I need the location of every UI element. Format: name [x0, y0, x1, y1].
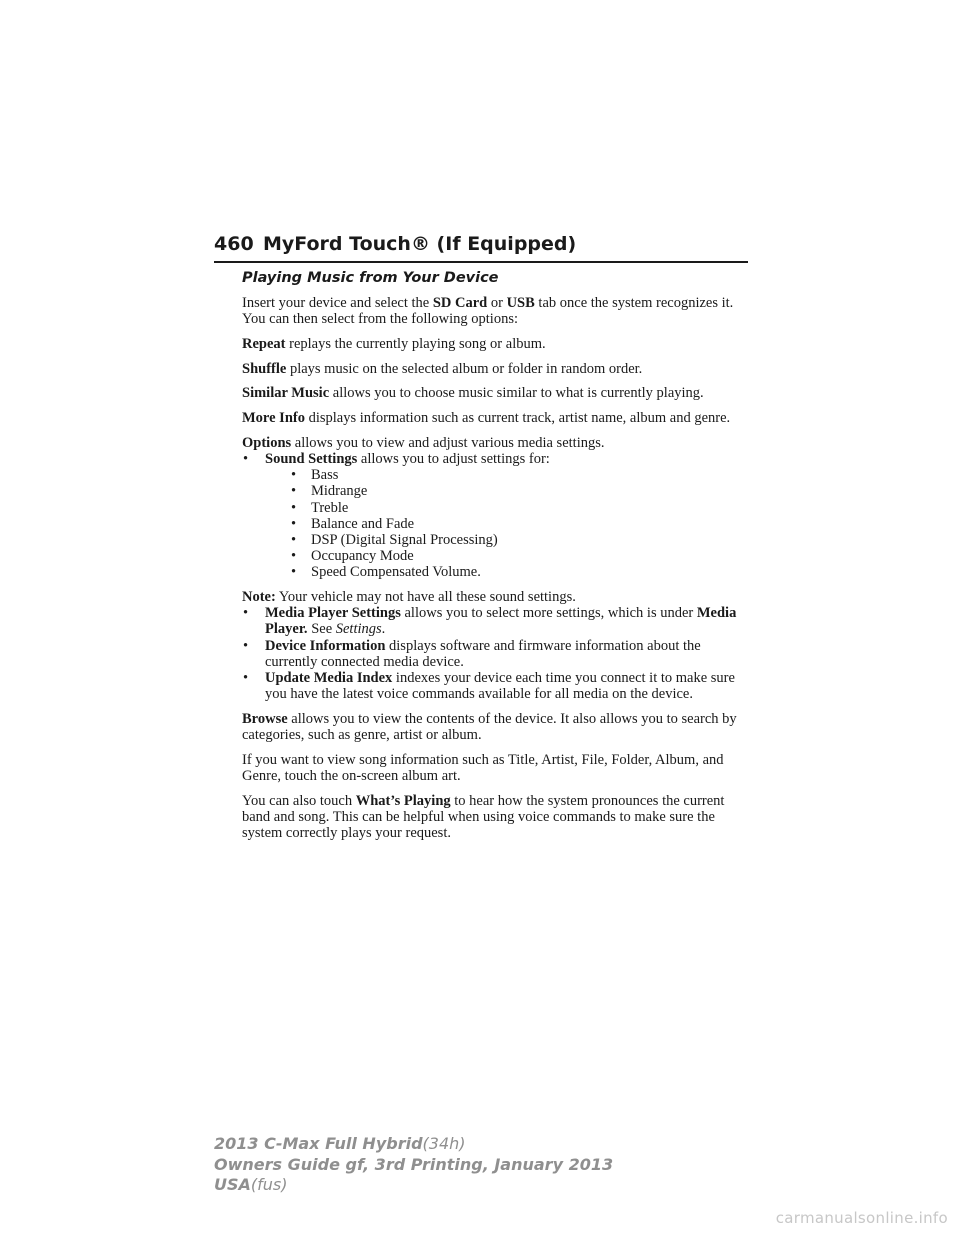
bullet: •	[291, 499, 297, 516]
sd-card-tab-label: SD Card	[432, 295, 488, 311]
list-item-text: Bass	[311, 467, 339, 484]
media-player-settings-text-1: allows you to select more settings, which is under	[404, 605, 697, 622]
intro-text-2: or	[487, 295, 507, 311]
list-item	[265, 500, 742, 516]
media-player-settings-text-2: See	[307, 621, 336, 638]
options-block	[242, 435, 742, 581]
bullet: •	[291, 483, 297, 500]
media-player-ref: Media Player.	[265, 605, 737, 638]
sound-settings-desc: allows you to adjust settings for:	[360, 450, 550, 467]
device-information-term: Device Information	[265, 637, 386, 654]
option-term: Options	[242, 434, 292, 451]
browse-term: Browse	[242, 710, 288, 727]
update-media-index-desc: indexes your device each time you connect it to make sure you have the latest voice commands available for all media on the device.	[265, 670, 735, 703]
song-info-paragraph: If you want to view song information such as Title, Artist, File, Folder, Album, and Genre, touch the on-screen album art.	[242, 751, 724, 785]
sound-settings-list	[265, 467, 742, 580]
whats-playing-text-1: You can also touch	[242, 792, 356, 809]
bullet: •	[291, 467, 297, 484]
intro-text-3: tab once the system recognizes it. You can then select from the following options:	[242, 295, 734, 328]
list-item-text: Speed Compensated Volume.	[311, 564, 481, 581]
list-item-device-information	[242, 638, 742, 670]
option-more-info	[242, 410, 742, 426]
list-item-text: Midrange	[311, 483, 368, 500]
device-information-desc: displays software and firmware information about the currently connected media device.	[265, 637, 701, 670]
option-options	[242, 435, 742, 451]
bullet: •	[243, 637, 249, 654]
sound-settings-term: Sound Settings	[265, 450, 358, 467]
note-text: Your vehicle may not have all these sound settings.	[275, 589, 576, 606]
list-item	[265, 548, 742, 564]
list-item	[265, 516, 742, 532]
option-desc: plays music on the selected album or folder in random order.	[289, 360, 643, 377]
page-number: 460	[214, 233, 254, 255]
option-similar-music	[242, 385, 742, 401]
option-term: Similar Music	[242, 385, 330, 402]
bullet: •	[291, 548, 297, 565]
note-paragraph	[242, 589, 742, 605]
list-item-update-media-index	[242, 670, 742, 702]
footer-line-1	[214, 1134, 613, 1155]
list-item-text: DSP (Digital Signal Processing)	[311, 531, 498, 548]
media-player-settings-term: Media Player Settings	[265, 605, 401, 622]
list-item-text: Treble	[311, 499, 349, 516]
options-list	[242, 451, 742, 581]
browse-paragraph	[242, 711, 742, 743]
option-desc: displays information such as current track, artist name, album and genre.	[308, 410, 731, 427]
list-item	[265, 564, 742, 580]
media-player-settings-text-3: .	[381, 621, 386, 638]
option-repeat	[242, 336, 742, 352]
option-shuffle	[242, 361, 742, 377]
list-item-media-player-settings	[242, 605, 742, 637]
note-block	[242, 589, 742, 702]
option-term: More Info	[242, 410, 305, 427]
footer-model-code: (34h)	[422, 1134, 466, 1153]
list-item	[265, 483, 742, 499]
bullet: •	[291, 531, 297, 548]
browse-desc: allows you to view the contents of the device. It also allows you to search by categories, such as genre, artist or album.	[242, 710, 737, 744]
footer-model: 2013 C-Max Full Hybrid	[214, 1134, 423, 1153]
section-title: Playing Music from Your Device	[242, 270, 499, 286]
whats-playing-paragraph	[242, 793, 742, 842]
footer-line-3	[214, 1175, 613, 1196]
whats-playing-text-2: to hear how the system pronounces the current band and song. This can be helpful when using voice commands to make sure the system correctly plays your request.	[242, 792, 725, 842]
option-desc: allows you to view and adjust various media settings.	[294, 434, 605, 451]
page-content	[242, 269, 742, 850]
bullet: •	[291, 564, 297, 581]
update-media-index-term: Update Media Index	[265, 670, 393, 687]
intro-text-1: Insert your device and select the	[242, 295, 433, 311]
page-footer	[214, 1134, 613, 1196]
footer-line-2: Owners Guide gf, 3rd Printing, January 2013	[214, 1154, 614, 1174]
option-desc: replays the currently playing song or album.	[289, 335, 546, 352]
note-label: Note:	[242, 589, 276, 606]
list-item	[265, 532, 742, 548]
usb-tab-label: USB	[506, 295, 535, 311]
footer-market: USA	[214, 1175, 251, 1194]
option-desc: allows you to choose music similar to what is currently playing.	[332, 385, 704, 402]
footer-market-code: (fus)	[250, 1175, 288, 1194]
option-term: Repeat	[242, 335, 286, 352]
list-item-text: Balance and Fade	[311, 515, 415, 532]
bullet: •	[243, 605, 249, 622]
bullet: •	[291, 515, 297, 532]
list-item-text: Occupancy Mode	[311, 548, 414, 565]
settings-cross-reference: Settings	[335, 621, 382, 638]
intro-paragraph	[242, 295, 742, 327]
bullet: •	[243, 670, 249, 687]
list-item	[265, 467, 742, 483]
more-options-list	[242, 605, 742, 702]
list-item-sound-settings	[242, 451, 742, 581]
page-header	[214, 231, 748, 263]
option-term: Shuffle	[242, 360, 287, 377]
bullet: •	[243, 450, 249, 467]
chapter-title: MyFord Touch® (If Equipped)	[263, 233, 577, 255]
whats-playing-term: What’s Playing	[355, 792, 451, 809]
watermark: carmanualsonline.info	[775, 1209, 948, 1227]
